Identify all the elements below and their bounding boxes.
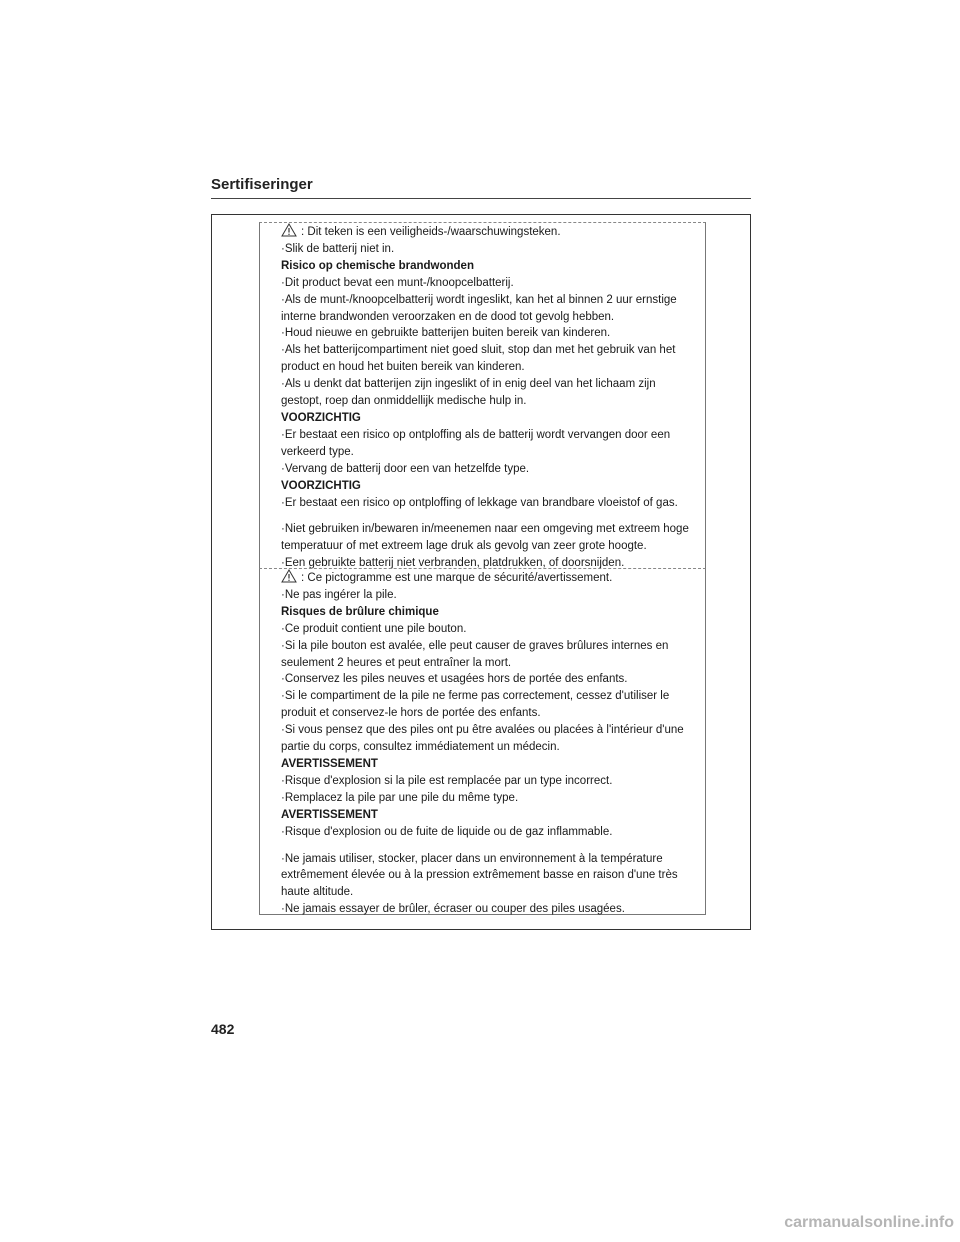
french-battery-label xyxy=(259,568,706,915)
title-divider xyxy=(211,198,751,199)
french-line: ·Ne jamais essayer de brûler, écraser ou couper des piles usagées. xyxy=(281,903,625,916)
french-line: ·Si vous pensez que des piles ont pu être avalées ou placées à l'intérieur d'une partie du corps, consultez immédiatement un médecin. xyxy=(281,724,684,754)
dutch-line: ·Als u denkt dat batterijen zijn ingeslikt of in enig deel van het lichaam zijn gestopt, roep dan onmiddellijk medische hulp in. xyxy=(281,378,656,408)
watermark: carmanualsonline.info xyxy=(784,1214,954,1231)
dutch-symbol-text: : Dit teken is een veiligheids-/waarschuwingsteken. xyxy=(301,226,561,238)
french-line: ·Ne jamais utiliser, stocker, placer dans un environnement à la température extrêmement élevée ou à la pression extrêmement basse en raison d'une très haute altitude. xyxy=(281,852,678,899)
warning-triangle-icon xyxy=(281,223,297,237)
french-line: ·Conservez les piles neuves et usagées hors de portée des enfants. xyxy=(281,673,628,686)
french-line: ·Remplacez la pile par une pile du même type. xyxy=(281,791,519,804)
dutch-line: ·Niet gebruiken in/bewaren in/meenemen naar een omgeving met extreem hoge temperatuur of met extreem lage druk als gevolg van zeer grote hoogte. xyxy=(281,523,689,553)
dutch-line: ·Houd nieuwe en gebruikte batterijen buiten bereik van kinderen. xyxy=(281,327,611,340)
french-heading-chemical-burns: Risques de brûlure chimique xyxy=(281,605,439,618)
dutch-line: ·Als de munt-/knoopcelbatterij wordt ingeslikt, kan het al binnen 2 uur ernstige interne brandwonden veroorzaken en de dood tot gevolg hebben. xyxy=(281,293,677,323)
french-line: ·Risque d'explosion ou de fuite de liquide ou de gaz inflammable. xyxy=(281,825,613,838)
section-title: Sertifiseringer xyxy=(211,176,313,193)
french-line: ·Si le compartiment de la pile ne ferme pas correctement, cessez d'utiliser le produit et conservez-le hors de portée des enfants. xyxy=(281,690,670,720)
page-number: 482 xyxy=(211,1021,235,1037)
dutch-line: ·Een gebruikte batterij niet verbranden, platdrukken, of doorsnijden. xyxy=(281,557,625,570)
french-line: ·Ne pas ingérer la pile. xyxy=(281,588,397,601)
dutch-line: ·Dit product bevat een munt-/knoopcelbatterij. xyxy=(281,276,514,289)
french-line: ·Si la pile bouton est avalée, elle peut causer de graves brûlures internes en seulement 2 heures et peut entraîner la mort. xyxy=(281,639,669,669)
dutch-line: ·Slik de batterij niet in. xyxy=(281,242,395,255)
french-heading-warning: AVERTISSEMENT xyxy=(281,808,378,821)
french-line: ·Risque d'explosion si la pile est remplacée par un type incorrect. xyxy=(281,774,613,787)
french-heading-warning: AVERTISSEMENT xyxy=(281,757,378,770)
warning-triangle-icon xyxy=(281,569,297,583)
dutch-heading-caution: VOORZICHTIG xyxy=(281,479,361,492)
dutch-line: ·Als het batterijcompartiment niet goed sluit, stop dan met het gebruik van het product en houd het buiten bereik van kinderen. xyxy=(281,344,676,374)
dutch-symbol-line xyxy=(281,223,697,241)
dutch-heading-caution: VOORZICHTIG xyxy=(281,411,361,424)
dutch-line: ·Vervang de batterij door een van hetzelfde type. xyxy=(281,462,530,475)
french-symbol-text: : Ce pictogramme est une marque de sécurité/avertissement. xyxy=(301,572,613,584)
dutch-line: ·Er bestaat een risico op ontploffing als de batterij wordt vervangen door een verkeerd type. xyxy=(281,428,671,458)
dutch-heading-chemical-burns: Risico op chemische brandwonden xyxy=(281,259,474,272)
french-symbol-line xyxy=(281,569,697,587)
french-line: ·Ce produit contient une pile bouton. xyxy=(281,622,467,635)
dutch-battery-label xyxy=(259,222,706,568)
dutch-line: ·Er bestaat een risico op ontploffing of lekkage van brandbare vloeistof of gas. xyxy=(281,496,678,509)
